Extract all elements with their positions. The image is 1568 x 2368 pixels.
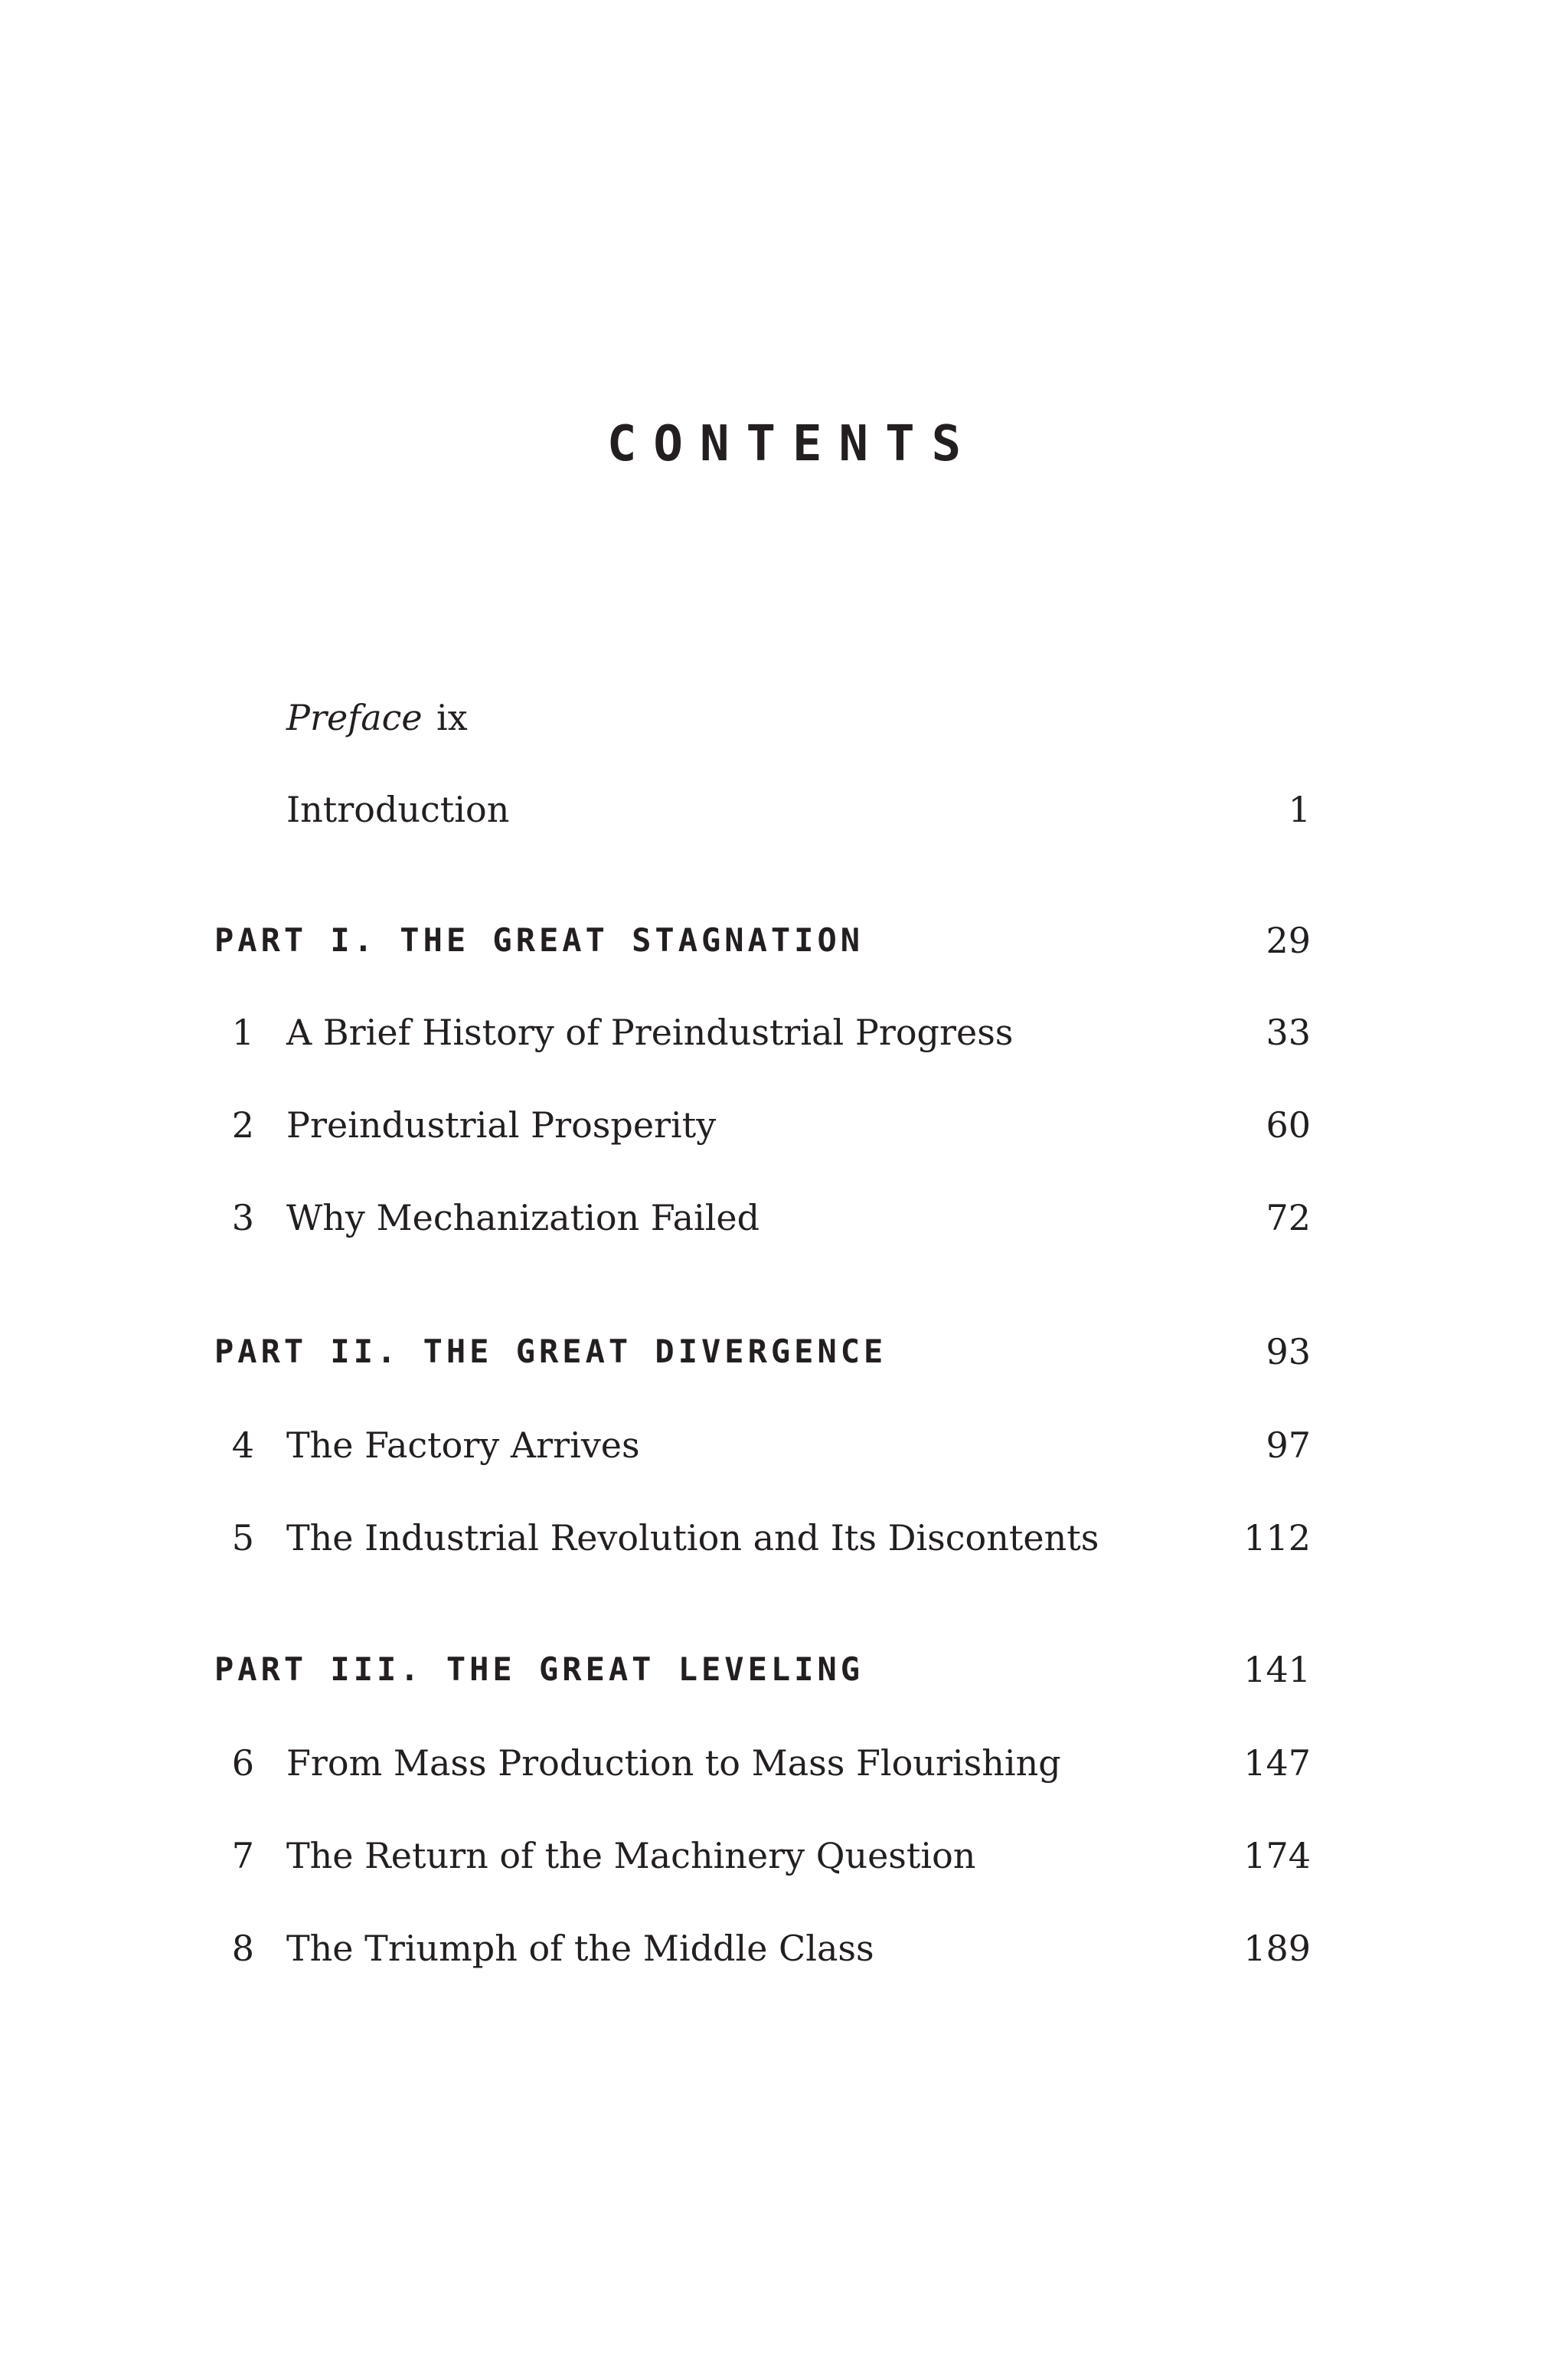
chapter-number: 1 (231, 1012, 254, 1053)
toc-page-number: 93 (1266, 1331, 1311, 1372)
toc-page-number: 97 (1266, 1424, 1311, 1466)
chapter-number: 7 (231, 1835, 254, 1876)
chapter-number: 5 (231, 1517, 254, 1558)
toc-label: The Return of the Machinery Question (286, 1835, 976, 1876)
chapter-number: 8 (231, 1928, 254, 1969)
toc-label: Why Mechanization Failed (286, 1197, 760, 1238)
toc-page-number: 1 (1288, 789, 1311, 830)
toc-chapter[interactable] (0, 1732, 1568, 1794)
toc-label: Introduction (286, 789, 510, 830)
toc-part-label: PART III. THE GREAT LEVELING (214, 1650, 864, 1688)
toc-part-3[interactable] (0, 1639, 1568, 1700)
toc-chapter[interactable] (0, 1825, 1568, 1886)
chapter-number: 3 (231, 1197, 254, 1238)
toc-label: From Mass Production to Mass Flourishing (286, 1742, 1061, 1784)
toc-label: Preface (286, 697, 423, 738)
toc-page-number: 147 (1243, 1742, 1311, 1784)
toc-entry-preface[interactable] (0, 687, 1568, 748)
toc-chapter[interactable] (0, 1187, 1568, 1248)
toc-chapter[interactable] (0, 1094, 1568, 1156)
toc-page-number: ix (436, 697, 468, 738)
toc-chapter[interactable] (0, 1918, 1568, 1979)
toc-part-label: PART II. THE GREAT DIVERGENCE (214, 1333, 887, 1370)
toc-page-number: 33 (1266, 1012, 1311, 1053)
toc-page-number: 72 (1266, 1197, 1311, 1238)
toc-part-1[interactable] (0, 910, 1568, 971)
toc-label: The Triumph of the Middle Class (286, 1928, 874, 1969)
toc-chapter[interactable] (0, 1415, 1568, 1476)
toc-chapter[interactable] (0, 1002, 1568, 1063)
toc-entry-introduction[interactable] (0, 779, 1568, 840)
toc-page-number: 29 (1266, 920, 1311, 961)
chapter-number: 6 (231, 1742, 254, 1784)
toc-part-2[interactable] (0, 1321, 1568, 1382)
toc-chapter[interactable] (0, 1507, 1568, 1568)
toc-label: The Factory Arrives (286, 1424, 640, 1466)
toc-page-number: 112 (1243, 1517, 1311, 1558)
chapter-number: 2 (231, 1104, 254, 1146)
toc-page-number: 141 (1243, 1649, 1311, 1690)
chapter-number: 4 (231, 1424, 254, 1466)
toc-page-number: 60 (1266, 1104, 1311, 1146)
toc-label: A Brief History of Preindustrial Progress (286, 1012, 1014, 1053)
toc-part-label: PART I. THE GREAT STAGNATION (214, 921, 864, 959)
toc-page-number: 174 (1243, 1835, 1311, 1876)
page-title: CONTENTS (606, 416, 978, 473)
toc-label: Preindustrial Prosperity (286, 1104, 717, 1146)
toc-label: The Industrial Revolution and Its Discontents (286, 1517, 1099, 1558)
toc-page-number: 189 (1243, 1928, 1311, 1969)
